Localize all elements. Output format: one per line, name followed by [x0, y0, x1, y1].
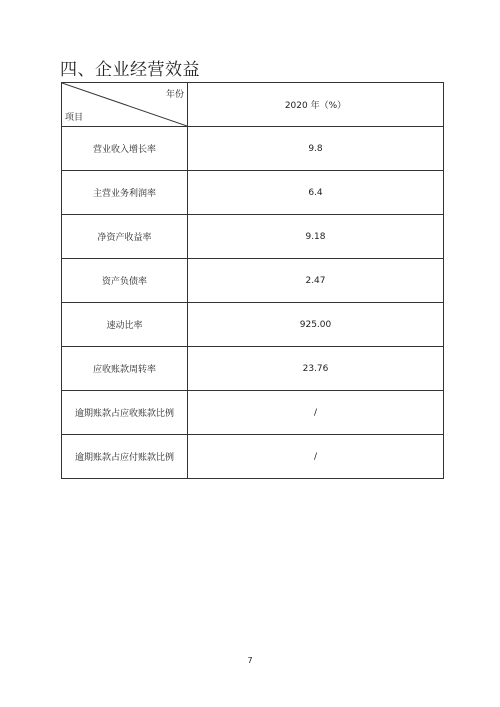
- item-axis-label: 项目: [65, 113, 84, 123]
- year-axis-label: 年份: [165, 90, 184, 100]
- row-label: 逾期账款占应收账款比例: [62, 391, 188, 435]
- table-row: [62, 435, 444, 479]
- diagonal-header-cell: [62, 83, 188, 127]
- row-value: /: [188, 391, 444, 435]
- table-header-row: [62, 83, 444, 127]
- table-row: [62, 259, 444, 303]
- row-value: 23.76: [188, 347, 444, 391]
- row-value: 2.47: [188, 259, 444, 303]
- year-column-header: 2020 年（%）: [188, 83, 444, 127]
- table-row: [62, 215, 444, 259]
- row-label: 营业收入增长率: [62, 127, 188, 171]
- row-value: 925.00: [188, 303, 444, 347]
- table-row: [62, 347, 444, 391]
- business-performance-table: [61, 82, 444, 479]
- row-value: 6.4: [188, 171, 444, 215]
- row-label: 逾期账款占应付账款比例: [62, 435, 188, 479]
- row-value: /: [188, 435, 444, 479]
- row-value: 9.8: [188, 127, 444, 171]
- section-heading: 四、企业经营效益: [60, 60, 200, 80]
- row-label: 速动比率: [62, 303, 188, 347]
- table-row: [62, 171, 444, 215]
- table-row: [62, 127, 444, 171]
- page-number: 7: [247, 656, 253, 665]
- table-row: [62, 391, 444, 435]
- table-row: [62, 303, 444, 347]
- row-label: 资产负债率: [62, 259, 188, 303]
- row-label: 主营业务利润率: [62, 171, 188, 215]
- row-value: 9.18: [188, 215, 444, 259]
- row-label: 净资产收益率: [62, 215, 188, 259]
- row-label: 应收账款周转率: [62, 347, 188, 391]
